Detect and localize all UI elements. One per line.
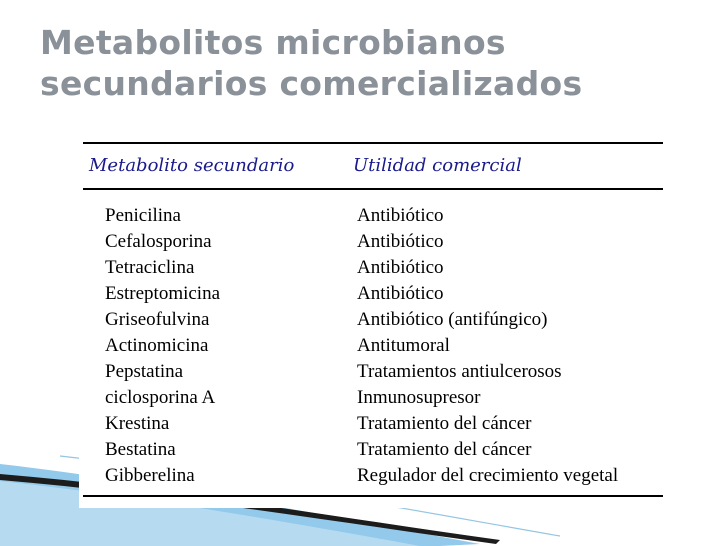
slide-title-line-1: Metabolitos microbianos [40,23,506,62]
table-row [79,463,665,489]
metabolite-cell: Bestatina [105,439,176,460]
metabolite-cell: Krestina [105,413,170,434]
use-cell: Antibiótico (antifúngico) [357,309,548,330]
use-cell: Tratamiento del cáncer [357,439,532,460]
table-body [79,203,665,489]
metabolite-cell: Griseofulvina [105,309,210,330]
use-cell: Antibiótico [357,205,444,226]
metabolite-cell: Gibberelina [105,465,195,486]
use-cell: Tratamiento del cáncer [357,413,532,434]
metabolite-cell: Actinomicina [105,335,209,356]
slide-title-line-2: secundarios comercializados [40,64,583,103]
metabolite-cell: Tetraciclina [105,257,195,278]
table-row [79,281,665,307]
table-row [79,359,665,385]
table-bottom-rule [83,495,663,497]
use-cell: Antibiótico [357,231,444,252]
table-row [79,385,665,411]
table-header-rule [83,188,663,190]
use-cell: Antibiótico [357,283,444,304]
table-row [79,307,665,333]
table-row [79,333,665,359]
table-row [79,229,665,255]
use-cell: Antibiótico [357,257,444,278]
table-row [79,203,665,229]
metabolite-cell: Penicilina [105,205,181,226]
metabolite-cell: Estreptomicina [105,283,221,304]
use-cell: Inmunosupresor [357,387,481,408]
metabolite-cell: Cefalosporina [105,231,212,252]
use-cell: Regulador del crecimiento vegetal [357,465,619,486]
table-row [79,255,665,281]
slide-title [40,22,700,104]
metabolite-cell: ciclosporina A [105,387,216,408]
metabolite-cell: Pepstatina [105,361,184,382]
use-cell: Tratamientos antiulcerosos [357,361,562,382]
table-row [79,437,665,463]
metabolites-table [79,137,665,508]
table-row [79,411,665,437]
column-header-metabolite: Metabolito secundario [89,155,295,176]
column-header-use: Utilidad comercial [353,155,522,176]
table-top-rule [83,142,663,144]
use-cell: Antitumoral [357,335,450,356]
